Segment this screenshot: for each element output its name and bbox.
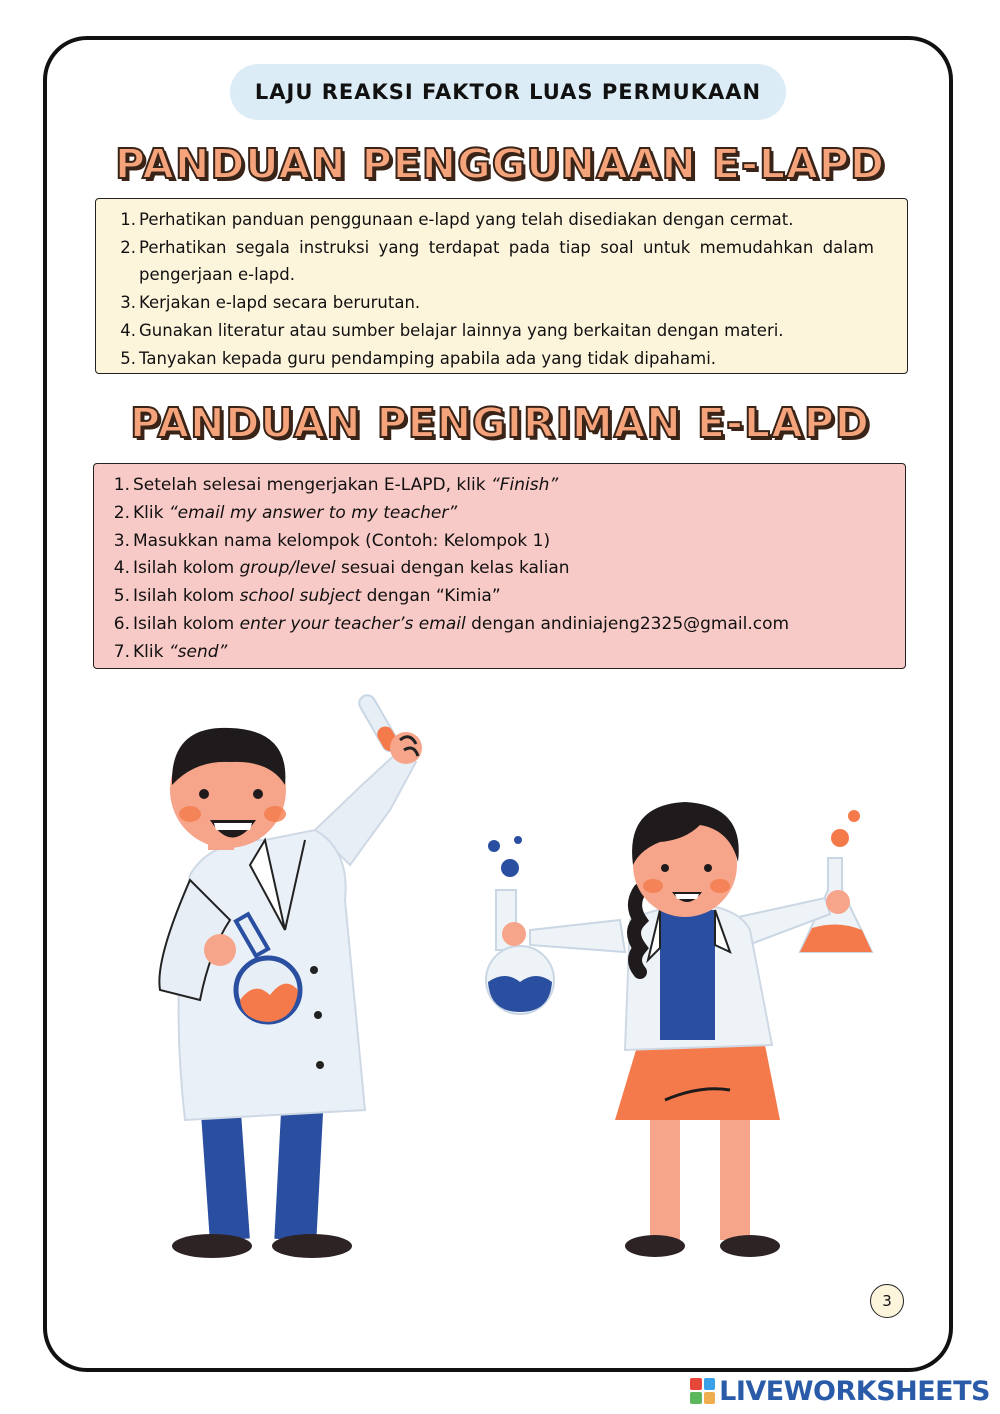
list-item: 5. Tanyakan kepada guru pendamping apabila ada yang tidak dipahami. bbox=[120, 348, 717, 368]
section2-title: PANDUAN PENGIRIMAN E-LAPD bbox=[130, 399, 870, 447]
brand-text: LIVEWORKSHEETS bbox=[719, 1375, 990, 1407]
list-item: 4. Isilah kolom group/level sesuai dengan kelas kalian bbox=[113, 558, 570, 579]
list-item: 7. Klik “send” bbox=[113, 641, 228, 662]
list-item: 3. Masukkan nama kelompok (Contoh: Kelompok 1) bbox=[113, 530, 551, 551]
page-number: 3 bbox=[870, 1284, 904, 1318]
section1-title: PANDUAN PENGGUNAAN E-LAPD bbox=[114, 140, 885, 188]
liveworksheets-logo-icon bbox=[690, 1378, 715, 1404]
submission-guide-list bbox=[94, 464, 905, 667]
list-item: 1. Setelah selesai mengerjakan E-LAPD, klik “Finish” bbox=[113, 475, 559, 495]
girl-scientist bbox=[486, 802, 872, 1257]
topic-pill: LAJU REAKSI FAKTOR LUAS PERMUKAAN bbox=[230, 64, 786, 120]
list-item: 6. Isilah kolom enter your teacher’s email dengan andiniajeng2325@gmail.com bbox=[113, 613, 790, 634]
submission-guide-box bbox=[93, 463, 906, 669]
list-item: 3. Kerjakan e-lapd secara berurutan. bbox=[120, 293, 421, 313]
list-item: 5. Isilah kolom school subject dengan “Kimia” bbox=[113, 586, 501, 607]
list-item: 4. Gunakan literatur atau sumber belajar lainnya yang berkaitan dengan materi. bbox=[120, 320, 784, 340]
scientists-illustration bbox=[100, 690, 900, 1270]
boy-scientist bbox=[159, 692, 422, 1258]
list-item: 2. Klik “email my answer to my teacher” bbox=[113, 502, 458, 523]
usage-guide-list bbox=[96, 199, 907, 372]
usage-guide-box bbox=[95, 198, 908, 374]
list-item: 1. Perhatikan panduan penggunaan e-lapd yang telah disediakan dengan cermat. bbox=[120, 210, 794, 229]
list-item: 2. Perhatikan segala instruksi yang terdapat pada tiap soal untuk memudahkan dalam pengerjaan e-lapd. bbox=[120, 237, 874, 285]
liveworksheets-brand[interactable] bbox=[690, 1374, 990, 1408]
